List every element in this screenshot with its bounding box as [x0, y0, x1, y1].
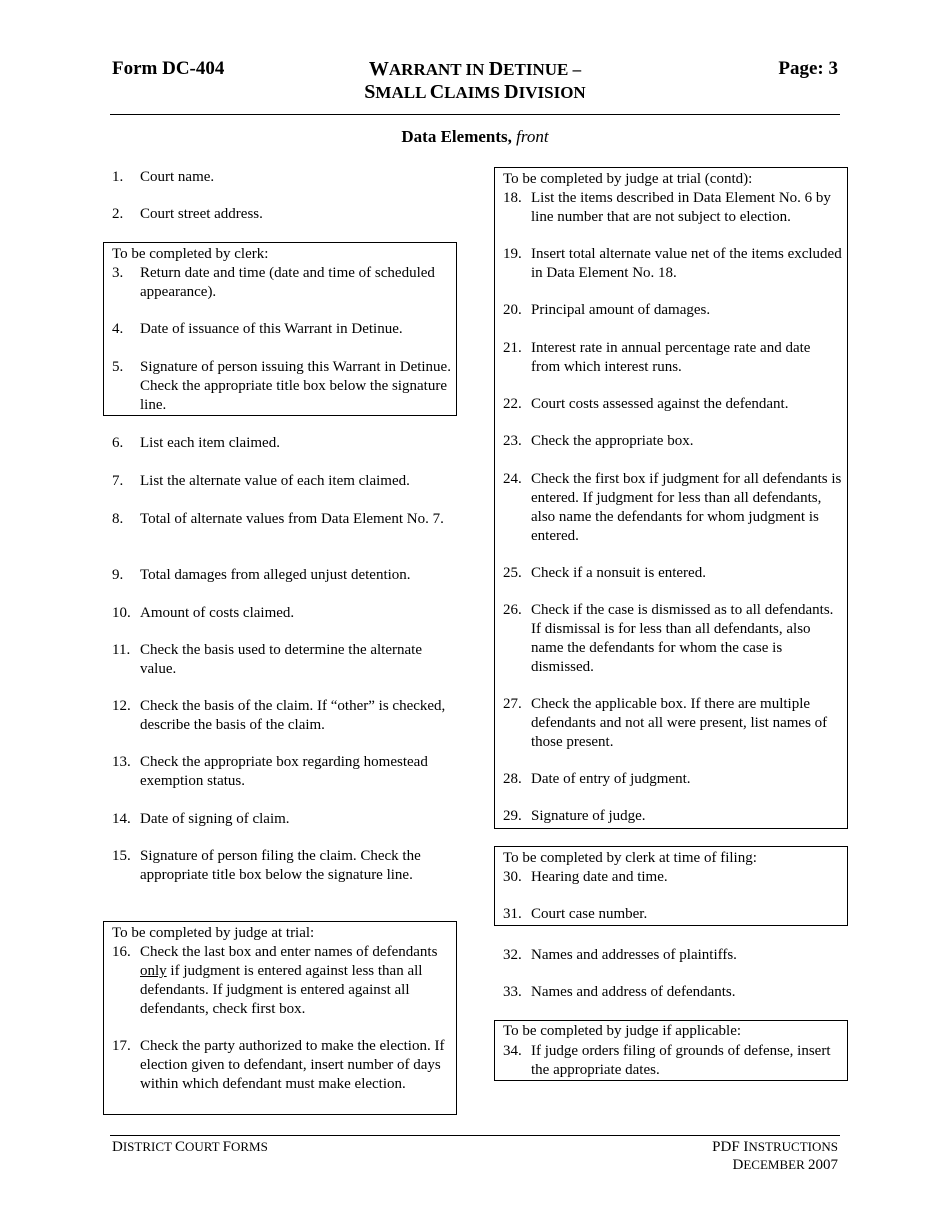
clerk-box-heading: To be completed by clerk: — [112, 246, 269, 262]
section-title: Data Elements, front — [401, 127, 549, 146]
data-element-10: 10. Amount of costs claimed. — [112, 605, 295, 621]
data-element-12: 12. Check the basis of the claim. If “other” is checked, describe the basis of the claim. — [112, 698, 446, 733]
judge-applicable-box-heading: To be completed by judge if applicable: — [503, 1023, 742, 1039]
header-divider — [110, 114, 840, 115]
data-element-13: 13. Check the appropriate box regarding homestead exemption status. — [112, 754, 428, 789]
footer-right — [712, 1138, 838, 1174]
form-title-line-1: WARRANT IN DETINUE – — [368, 58, 582, 80]
data-element-7: 7. List the alternate value of each item claimed. — [112, 473, 410, 489]
data-element-14: 14. Date of signing of claim. — [112, 811, 290, 827]
data-element-1: 1. Court name. — [112, 169, 215, 185]
data-element-19: 19. Insert total alternate value net of the items excluded in Data Element No. 18. — [503, 246, 842, 281]
data-element-27: 27. Check the applicable box. If there are multiple defendants and not all were present, list names of those present. — [503, 696, 828, 750]
data-element-21: 21. Interest rate in annual percentage rate and date from which interest runs. — [503, 340, 811, 375]
data-element-23: 23. Check the appropriate box. — [503, 433, 694, 449]
data-element-30: 30. Hearing date and time. — [503, 869, 668, 885]
data-element-5: 5. Signature of person issuing this Warrant in Detinue. Check the appropriate title box below the signature line. — [112, 359, 451, 413]
footer-right-line-1: PDF INSTRUCTIONS — [712, 1139, 838, 1155]
data-element-29: 29. Signature of judge. — [503, 808, 646, 824]
data-element-26: 26. Check if the case is dismissed as to all defendants. If dismissal is for less than all defendants, also name the defendants for whom the case is dismissed. — [503, 602, 834, 675]
data-element-28: 28. Date of entry of judgment. — [503, 771, 691, 787]
form-title — [290, 58, 660, 104]
data-element-3: 3. Return date and time (date and time of scheduled appearance). — [112, 265, 435, 300]
data-element-4: 4. Date of issuance of this Warrant in Detinue. — [112, 321, 403, 337]
form-title-line-2: SMALL CLAIMS DIVISION — [364, 81, 586, 103]
footer-right-line-2: DECEMBER 2007 — [732, 1157, 838, 1173]
data-element-32: 32. Names and addresses of plaintiffs. — [503, 947, 737, 963]
data-element-20: 20. Principal amount of damages. — [503, 302, 711, 318]
data-element-16: 16. Check the last box and enter names of defendants only if judgment is entered against less than all defendants. If judgment is entered against all defendants, check first box. — [112, 944, 438, 1017]
data-element-25: 25. Check if a nonsuit is entered. — [503, 565, 706, 581]
data-element-2: 2. Court street address. — [112, 206, 263, 222]
judge-trial-contd-box-heading: To be completed by judge at trial (contd): — [503, 171, 753, 187]
data-element-24: 24. Check the first box if judgment for all defendants is entered. If judgment for less than all defendants, also name the defendants for whom judgment is entered. — [503, 471, 842, 544]
clerk-filing-box-heading: To be completed by clerk at time of filing: — [503, 850, 757, 866]
footer-left: DISTRICT COURT FORMS — [112, 1139, 268, 1155]
data-element-34: 34. If judge orders filing of grounds of defense, insert the appropriate dates. — [503, 1043, 831, 1078]
data-element-11: 11. Check the basis used to determine the alternate value. — [112, 642, 422, 677]
form-id: Form DC-404 — [112, 58, 225, 79]
data-element-15: 15. Signature of person filing the claim. Check the appropriate title box below the signature line. — [112, 848, 421, 883]
data-element-6: 6. List each item claimed. — [112, 435, 280, 451]
page-number: Page: 3 — [778, 58, 838, 79]
judge-trial-box-heading: To be completed by judge at trial: — [112, 925, 315, 941]
data-element-17: 17. Check the party authorized to make the election. If election given to defendant, insert number of days within which defendant must make election. — [112, 1038, 445, 1092]
data-element-8: 8. Total of alternate values from Data Element No. 7. — [112, 511, 444, 527]
data-element-22: 22. Court costs assessed against the defendant. — [503, 396, 789, 412]
data-element-18: 18. List the items described in Data Element No. 6 by line number that are not subject to election. — [503, 190, 831, 225]
data-element-9: 9. Total damages from alleged unjust detention. — [112, 567, 411, 583]
data-element-33: 33. Names and address of defendants. — [503, 984, 736, 1000]
data-element-31: 31. Court case number. — [503, 906, 648, 922]
footer-divider — [110, 1135, 840, 1136]
